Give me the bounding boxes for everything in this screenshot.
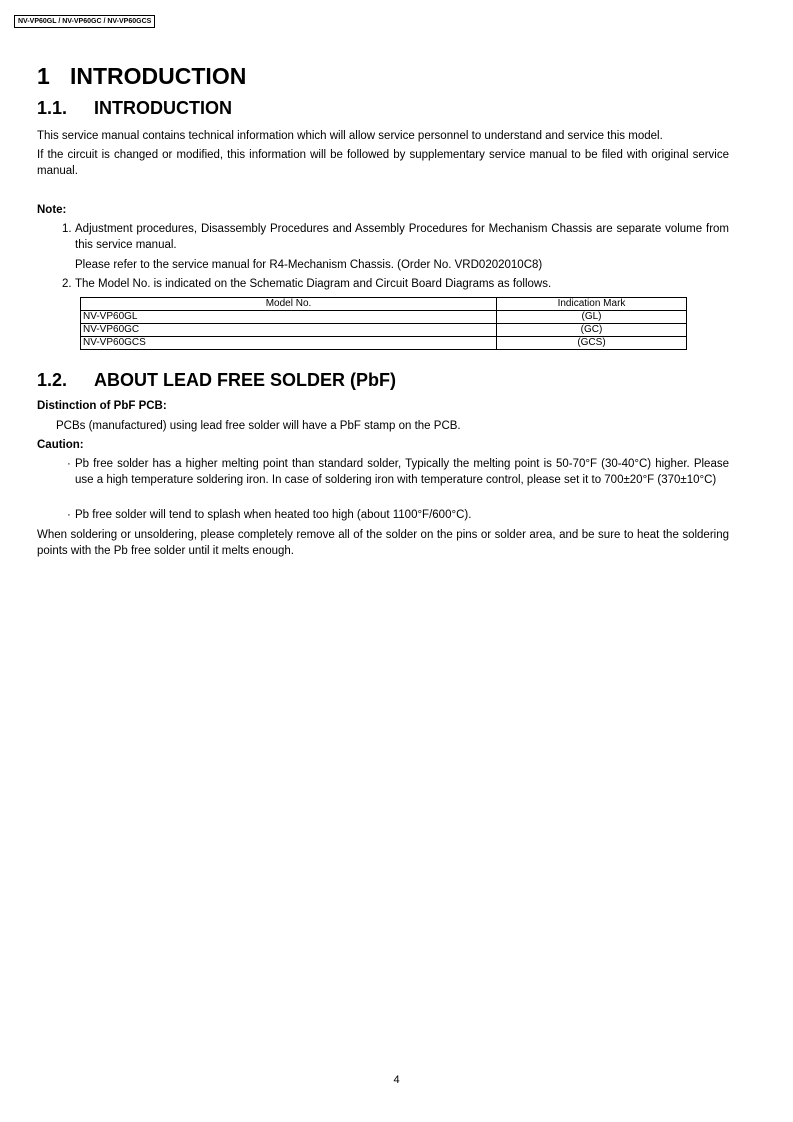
table-row	[81, 324, 687, 337]
model-cell: NV-VP60GC	[81, 324, 497, 337]
section-1-title: INTRODUCTION	[70, 63, 247, 89]
intro-paragraph-2: If the circuit is changed or modified, this information will be followed by supplementary service manual to be filed with original service manual.	[37, 149, 729, 177]
table-row	[81, 337, 687, 350]
column-header-mark: Indication Mark	[497, 298, 687, 311]
bullet-dot-icon: ·	[67, 509, 71, 521]
closing-paragraph: When soldering or unsoldering, please completely remove all of the solder on the pins or solder area, and be sure to heat the soldering points with the Pb free solder until it melts enough.	[37, 529, 729, 557]
section-1-heading	[37, 62, 246, 90]
note-2-text: The Model No. is indicated on the Schematic Diagram and Circuit Board Diagrams as follows.	[75, 278, 552, 290]
mark-cell: (GCS)	[497, 337, 687, 350]
section-1-1-number: 1.1.	[37, 98, 68, 118]
note-1-text: Adjustment procedures, Disassembly Procedures and Assembly Procedures for Mechanism Chassis are separate volume from this service manual.	[75, 223, 729, 251]
note-2-number: 2.	[62, 278, 72, 290]
note-1-number: 1.	[62, 223, 72, 235]
caution-bullet-2: Pb free solder will tend to splash when heated too high (about 1100°F/600°C).	[75, 509, 472, 521]
caution-label: Caution:	[37, 439, 84, 451]
mark-cell: (GL)	[497, 311, 687, 324]
model-cell: NV-VP60GCS	[81, 337, 497, 350]
note-label: Note:	[37, 204, 67, 216]
model-indication-table	[80, 297, 687, 350]
section-1-2-number: 1.2.	[37, 370, 68, 390]
bullet-dot-icon: ·	[67, 458, 71, 470]
section-1-number: 1	[37, 63, 50, 89]
section-1-2-heading	[37, 369, 396, 391]
distinction-text: PCBs (manufactured) using lead free solder will have a PbF stamp on the PCB.	[56, 420, 461, 432]
section-1-1-title: INTRODUCTION	[94, 98, 232, 118]
distinction-label: Distinction of PbF PCB:	[37, 400, 167, 412]
table-row	[81, 311, 687, 324]
column-header-model: Model No.	[81, 298, 497, 311]
intro-paragraph-1: This service manual contains technical information which will allow service personnel to understand and service this model.	[37, 130, 663, 142]
mark-cell: (GC)	[497, 324, 687, 337]
section-1-2-title: ABOUT LEAD FREE SOLDER (PbF)	[94, 370, 396, 390]
page-number: 4	[393, 1074, 400, 1086]
caution-bullet-1: Pb free solder has a higher melting point than standard solder, Typically the melting point is 50-70°F (30-40°C) higher. Please use a high temperature soldering iron. In case of soldering iron with temperature control, please set it to 700±20°F (370±10°C)	[75, 458, 729, 486]
model-cell: NV-VP60GL	[81, 311, 497, 324]
section-1-1-heading	[37, 97, 232, 119]
note-1-subtext: Please refer to the service manual for R4-Mechanism Chassis. (Order No. VRD0202010C8)	[75, 259, 543, 271]
table-header-row	[81, 298, 687, 311]
header-model-label: NV-VP60GL / NV-VP60GC / NV-VP60GCS	[14, 15, 155, 28]
